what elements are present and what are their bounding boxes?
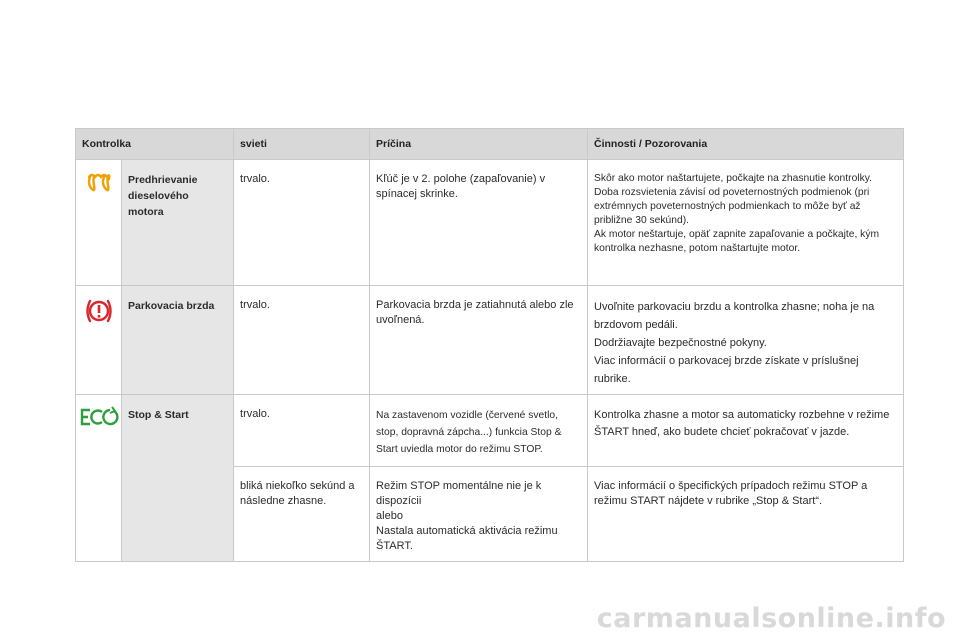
warning-lights-table [75, 128, 904, 562]
parking-brake-icon [84, 296, 114, 326]
icon-cell [76, 160, 122, 286]
row-name: Predhrievanie dieselového motora [122, 160, 234, 286]
row-pricina: Parkovacia brzda je zatiahnutá alebo zle uvoľnená. [370, 286, 588, 395]
header-kontrolka: Kontrolka [76, 129, 234, 160]
row-svieti: bliká niekoľko sekúnd a následne zhasne. [234, 467, 370, 562]
row-cinnosti: Viac informácií o špecifických prípadoch režimu STOP a režimu START nájdete v rubrike „Stop & Start“. [588, 467, 904, 562]
icon-cell [76, 395, 122, 562]
row-name: Parkovacia brzda [122, 286, 234, 395]
row-svieti: trvalo. [234, 286, 370, 395]
table-row [76, 395, 904, 467]
header-svieti: svieti [234, 129, 370, 160]
row-pricina: Režim STOP momentálne nie je k dispozícii alebo Nastala automatická aktivácia režimu ŠTART. [370, 467, 588, 562]
icon-cell [76, 286, 122, 395]
watermark: carmanualsonline.info [596, 603, 946, 634]
row-pricina: Na zastavenom vozidle (červené svetlo, stop, dopravná zápcha...) funkcia Stop & Start uviedla motor do režimu STOP. [370, 395, 588, 467]
table-row [76, 160, 904, 286]
table-row [76, 286, 904, 395]
row-cinnosti: Skôr ako motor naštartujete, počkajte na zhasnutie kontrolky. Doba rozsvietenia závisí od poveternostných podmienok (pri extrémnych poveternostných podmienkach to môže byť až približne 30 sekúnd). Ak motor neštartuje, opäť zapnite zapaľovanie a počkajte, kým kontrolka nezhasne, potom naštartujte motor. [588, 160, 904, 286]
glow-plug-icon [85, 170, 113, 196]
row-pricina: Kľúč je v 2. polohe (zapaľovanie) v spínacej skrinke. [370, 160, 588, 286]
row-svieti: trvalo. [234, 395, 370, 467]
eco-stop-start-icon [79, 405, 119, 429]
row-cinnosti: Uvoľnite parkovaciu brzdu a kontrolka zhasne; noha je na brzdovom pedáli. Dodržiavajte bezpečnostné pokyny. Viac informácií o parkovacej brzde získate v príslušnej rubrike. [588, 286, 904, 395]
row-cinnosti: Kontrolka zhasne a motor sa automaticky rozbehne v režime ŠTART hneď, ako budete chcieť pokračovať v jazde. [588, 395, 904, 467]
header-cinnosti: Činnosti / Pozorovania [588, 129, 904, 160]
row-svieti: trvalo. [234, 160, 370, 286]
table-header-row [76, 129, 904, 160]
header-pricina: Príčina [370, 129, 588, 160]
row-name: Stop & Start [122, 395, 234, 562]
